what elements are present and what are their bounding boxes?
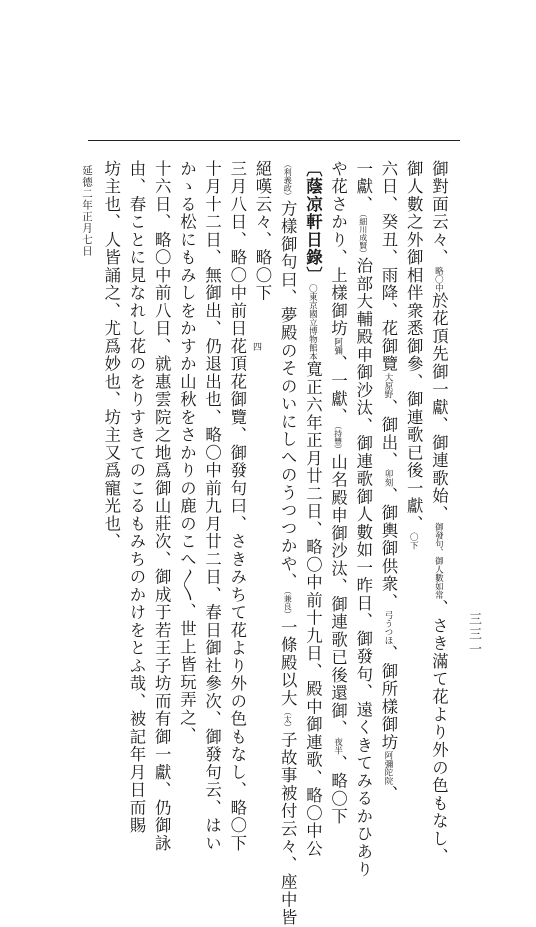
text-segment: 子故事被付云々、座中皆 xyxy=(278,731,298,927)
footer-date: 延德二年正月七日 xyxy=(81,165,93,257)
annotation: 大原野 xyxy=(383,373,393,399)
annotation: 卯刻 xyxy=(383,469,393,487)
text-column xyxy=(429,160,449,866)
text-segment: 一獻、 xyxy=(353,160,373,214)
annotation: 阿彌 xyxy=(332,337,343,355)
text-column xyxy=(128,160,144,835)
annotation: 弓うつほ xyxy=(383,610,393,645)
text-segment: 治部大輔殿申御沙汰、御連歌御人數如一昨日、御發句、遠くきてみるかひあり xyxy=(353,257,373,879)
text-segment: 御對面云々、 xyxy=(429,160,449,267)
text-segment: 一條殿以大 xyxy=(278,618,298,708)
source-heading: 〔蔭凉軒日錄〕 xyxy=(303,160,323,285)
text-segment: 由、春ことに見なれし花のをりすきてのこるもみちのかけをとふ哉、被記年月日而賜 xyxy=(127,160,146,835)
text-segment: 於花頂先御一獻、御連歌始、 xyxy=(429,292,449,523)
text-column xyxy=(177,160,197,745)
text-segment: かゝる松にもみしをかすか山秋をさかりの鹿のこへ〳〵、世上皆玩弄之、 xyxy=(177,160,197,745)
annotation: 〇下 xyxy=(408,532,419,550)
text-column xyxy=(404,160,424,550)
text-segment: 、略〇下 xyxy=(328,754,348,826)
text-segment: 絕嘆云々、略〇下 xyxy=(253,160,272,302)
annotation: （利義政） xyxy=(283,160,293,200)
text-segment: 十六日、略〇中前八日、就惠雲院之地爲御山莊次、御成于若王子坊而有御一獻、仍御詠 xyxy=(152,160,172,853)
text-segment: 六日、癸丑、雨降、花御覽 xyxy=(379,160,398,373)
annotation: 阿彌陀院 xyxy=(383,751,393,786)
text-segment: 三月八日、略〇中前日花頂花御覽、御發句曰、さきみちて花より外の色もなし、略〇下 xyxy=(227,160,247,853)
annotation: （兼良） xyxy=(283,590,293,619)
annotation: （太） xyxy=(283,707,293,732)
text-segment: 坊主也、人皆誦之、尤爲妙也、坊主又爲寵光也、 xyxy=(101,160,121,551)
subsection-number: 四 xyxy=(251,342,261,351)
annotation: 夜半 xyxy=(332,737,343,755)
text-column xyxy=(380,160,396,803)
text-column xyxy=(303,160,323,858)
text-segment: 寬正六年正月廿二日、略〇中前十九日、殿中御連歌、略〇中公 xyxy=(303,360,323,858)
text-column xyxy=(227,160,247,853)
header-rule xyxy=(88,140,460,141)
text-column xyxy=(278,160,298,927)
text-column xyxy=(101,160,121,551)
page-number: 三三一 xyxy=(466,612,481,657)
annotation: （持豐） xyxy=(333,425,343,454)
text-column xyxy=(202,160,222,853)
annotation: 略〇中 xyxy=(433,266,444,292)
annotation: 御發句、御人數如常 xyxy=(433,522,444,600)
text-segment: 十月十二日、無御出、仍退出也、略〇中前九月廿二日、春日御社參次、御發句云、はい xyxy=(202,160,222,853)
text-segment: 、御輿御供衆、 xyxy=(379,486,398,611)
annotation: 〇東京國立博物館本 xyxy=(307,284,318,361)
text-column xyxy=(353,160,373,879)
annotation: （細川成賢） xyxy=(358,213,368,258)
text-segment: 御人數之外御相伴衆悉御參、御連歌已後一獻、 xyxy=(404,160,424,533)
text-segment: 、一獻、 xyxy=(328,354,348,426)
text-segment: 方樣御句曰、夢殿のそのいにしへのうつつかや、 xyxy=(278,200,298,591)
text-segment: 山名殿申御沙汰、御連歌已後還御、 xyxy=(328,453,348,738)
text-column xyxy=(328,160,348,826)
text-segment: 、 xyxy=(379,785,398,803)
text-segment: 、さき滿て花より外の色もなし、 xyxy=(429,599,449,866)
text-column xyxy=(152,160,172,853)
text-segment: 、御出、 xyxy=(379,398,398,470)
text-segment: や花さかり、上樣御坊 xyxy=(328,160,348,338)
text-segment: 、御所樣御坊 xyxy=(379,644,398,752)
text-column xyxy=(254,160,270,302)
